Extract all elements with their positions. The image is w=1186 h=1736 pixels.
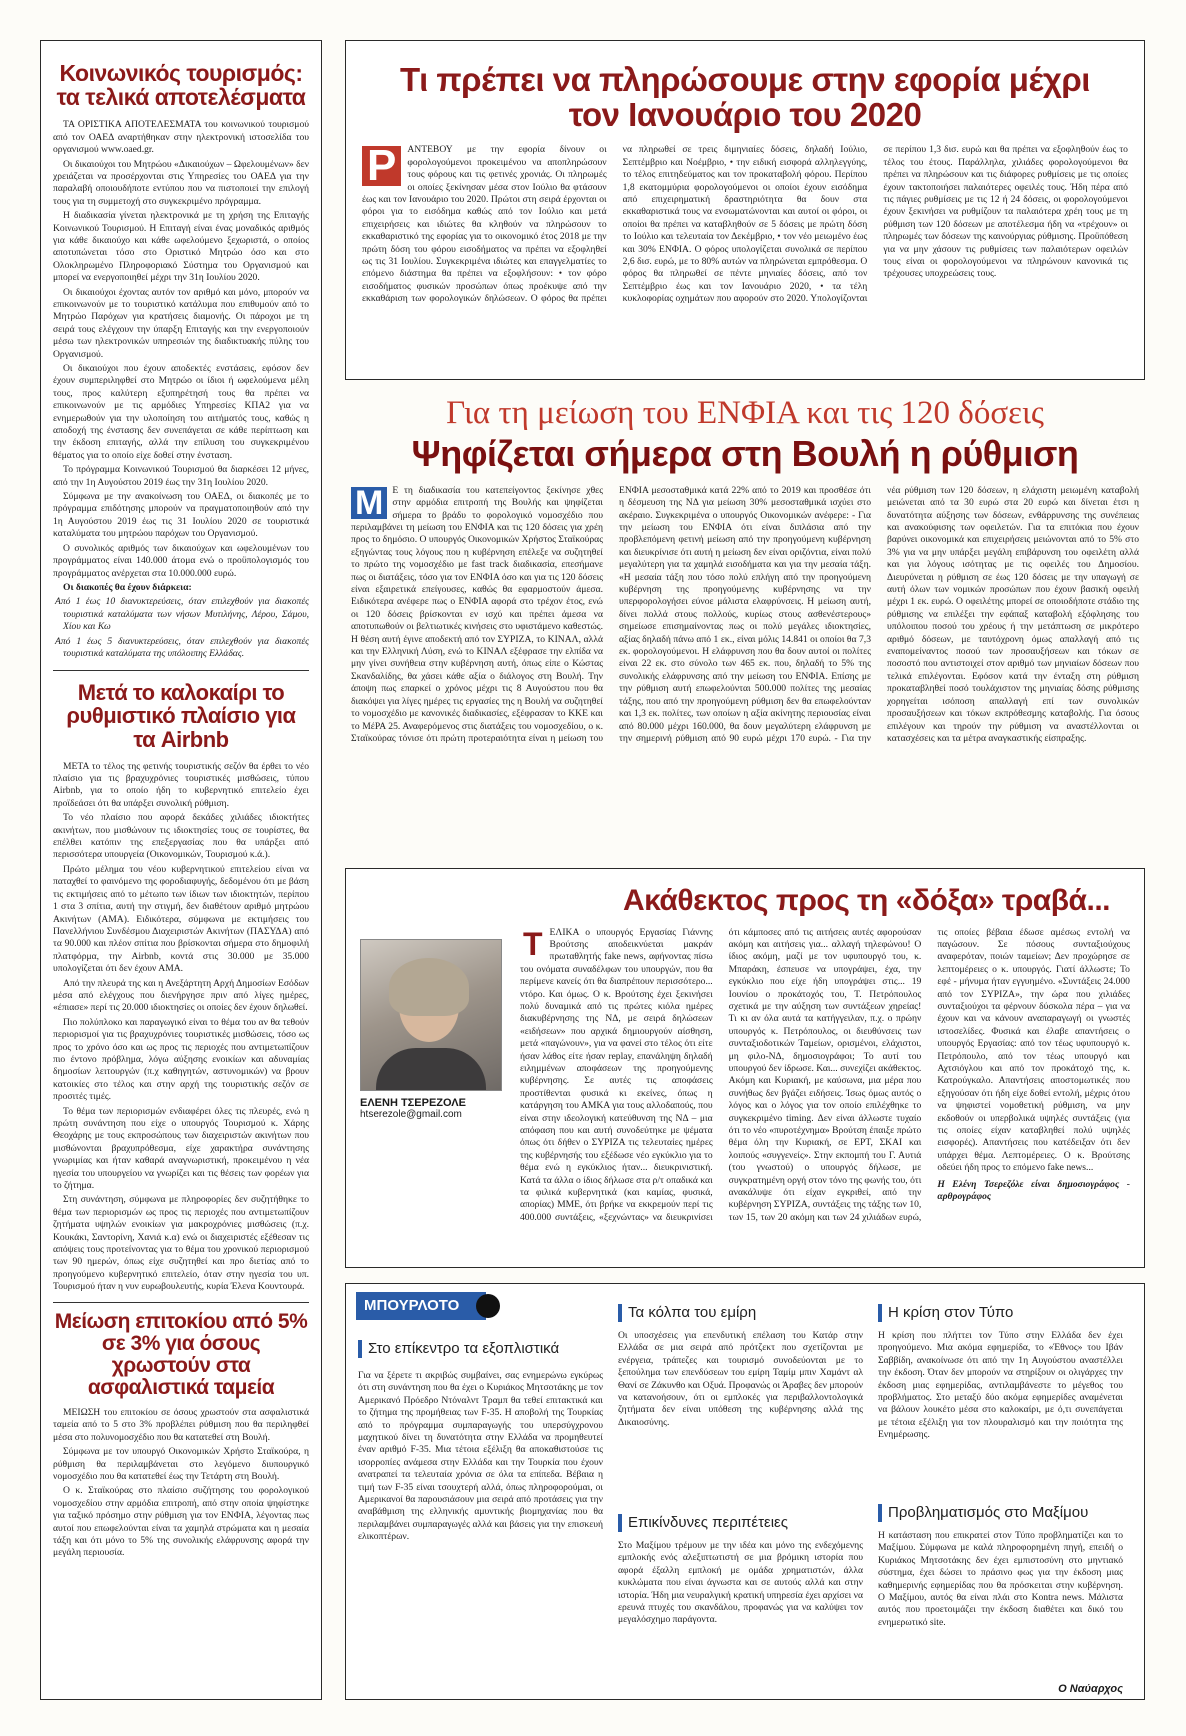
paragraph: Σύμφωνα με την ανακοίνωση του ΟΑΕΔ, οι διακοπές με το πρόγραμμα επιδότησης μπορούν να πραγματοποιηθούν από την 1η Αυγούστου 2019 έως τις 31 Ιουλίου 2020 σε τουριστικά καταλύματα του μητρώου παρόχων του Οργανισμού.: [53, 491, 309, 540]
burloto-col-2: [618, 1304, 863, 1689]
paragraph: Πρώτο μέλημα του νέου κυβερνητικού επιτελείου είναι να παταχθεί το φαινόμενο της φοροδιαφυγής, δεδομένου ότι με βάση τις εκτιμήσεις από το μέτωπο των ίδιων των ιδιοκτητών, περίπου 1 στα 3 σπίτια, αυτή την στιγμή, δεν διαθέτουν αριθμό μητρώου Ακινήτων (ΑΜΑ). Ειδικότερα, σύμφωνα με εκτιμήσεις του Πανελλήνιου Συνδέσμου Διαχειριστών Ακινήτων (ΠΑΣΥΔΑ) από τα 90.000 και πλέον σπίτια που βρίσκονται σήμερα στο δημοφιλή πλατφόρμα, την Airbnb, κοντά στις 30.000 με 35.000 υπολογίζεται ότι δεν έχουν ΑΜΑ.: [53, 863, 309, 975]
burloto-story-text: Για να ξέρετε τι ακριβώς συμβαίνει, σας ενημερώνω εγκύρως ότι στη συνάντηση που θα έχει ο Κυριάκος Μητσοτάκης με τον Αμερικανό Πρόεδρο Ντόναλντ Τραμπ θα τεθεί επιτακτικά και το ζήτημα της προμήθειας των F-35. Η αποβολή της Τουρκίας από το πρόγραμμα συμπαραγωγής του υπερσύγχρονου μαχητικού δίνει τη δυνατότητα στην Ελλάδα να προμηθευτεί έναν αριθμό F-35. Μια τέτοια εξέλιξη θα αποκαθιστούσε τις ισορροπίες ανάμεσα στην Ελλάδα και την Τουρκία που έχουν ανατραπεί τα τελευταία χρόνια σε όλα τα επίπεδα. Βέβαια η τιμή των F-35 είναι τσουχτερή αλλά, όπως πληροφορούμαι, οι Αμερικανοί θα παρουσιάσουν μια σειρά από προτάσεις για την αναβάθμιση της ελληνικής αμυντικής βιομηχανίας που θα περιλαμβάνει συμπαραγωγές αλλά και βάσεις για την επισκευή ελικοπτέρων.: [358, 1370, 603, 1543]
article-title-airbnb: Μετά το καλοκαίρι το ρυθμιστικό πλαίσιο για τα Airbnb: [66, 680, 296, 752]
drop-cap: Ρ: [362, 146, 401, 186]
enfia-body: [345, 485, 1145, 835]
burloto-label: [356, 1292, 486, 1320]
tax-payments-body: [362, 144, 1128, 334]
author-photo: [360, 939, 502, 1091]
paragraph: Ο συνολικός αριθμός των δικαιούχων και ωφελουμένων του προγράμματος είναι 140.000 άτομα ενώ ο προϋπολογισμός του προγράμματος ανέρχεται στα 10.000.000 ευρώ.: [53, 542, 309, 579]
bullet-item: Από 1 έως 10 διανυκτερεύσεις, όταν επιλεχθούν για διακοπές τουριστικά καταλύματα των νήσων Μυτιλήνης, Λέρου, Σάμου, Χίου και Κω: [55, 596, 309, 633]
paragraph: ΤΑ ΟΡΙΣΤΙΚΑ ΑΠΟΤΕΛΕΣΜΑΤΑ του κοινωνικού τουρισμού από τον ΟΑΕΔ αναρτήθηκαν στην ηλεκτρονική ιστοσελίδα του οργανισμού www.oaed.gr.: [53, 119, 309, 156]
paragraph: ΜΕΤΑ το τέλος της φετινής τουριστικής σεζόν θα έρθει το νέο πλαίσιο για τις βραχυχρόνιες τουριστικές μισθώσεις, τύπου Airbnb, για το οποίο ήδη το κυβερνητικό επιτελείο έχει προϊδεάσει ότι θα υπάρξει συνολική ρύθμιση.: [53, 760, 309, 809]
burloto-story-title: Στο επίκεντρο τα εξοπλιστικά: [358, 1340, 603, 1358]
paragraph: Πιο πολύπλοκο και παραγωγικό είναι το θέμα του αν θα τεθούν περιορισμοί για τις βραχυχρόνιες τουριστικές μισθώσεις, τόσο ως προς το χρόνο όσο και ως προς τις περιοχές που αντιμετωπίζουν πιο έντονο πρόβλημα, λόγω αύξησης ενοικίων και αδυναμίας δημοσίων λειτουργών (π.χ καθηγητών, αστυνομικών) να βρουν κατοικίες στο τέλος και στην αρχή της τουριστικής σεζόν σε προσιτές τιμές.: [53, 1016, 309, 1103]
opinion-text: ΕΛΙΚΑ ο υπουργός Εργασίας Γιάννης Βρούτσης αποδεικνύεται μακράν πρωταθλητής fake news, αφήνοντας πίσω του ονόματα συναδέλφων του υπουργών, που θα περίμενε κανείς ότι θα διαπρέπουν περισσότερο... ντόρο. Και όμως. Ο κ. Βρούτσης έχει ξεκινήσει πολύ δυναμικά από τις πρώτες κιόλα ημέρες διακυβέρνησης της ΝΔ, με σειρά δηλώσεων «ειδήσεων» που αρχικά δημιουργούν αίσθηση, μετά «παγώνουν», για να φανεί στο τέλος ότι είτε ήσαν λάθος είτε ήσαν replay, επανάληψη δηλαδή ειλημμένων αποφάσεων της προηγούμενης κυβέρνησης. Σε αυτές τις αποφάσεις προστίθενται φυσικά κι εκείνες, όπως η κατάργηση του ΑΜΚΑ για τους αλλοδαπούς, που είναι στην ιδεολογική κατεύθυνση της ΝΔ – μια απόφαση που και αυτή συνοδεύτηκε με ψέματα όπως ότι δήθεν ο ΣΥΡΙΖΑ τις τελευταίες ημέρες της κυβέρνησής του εξέδωσε νέο εγκύκλιο για το θέμα ενώ η εγκύκλιος ήταν... διευκρινιστική. Κατά τα άλλα ο ίδιος δήλωσε στα ρ/τ οπαδικά και τα φιλικά κυβερνητικά (και καμίας, φυσικά, απορίας) ΜΜΕ, ότι βρήκε να εκκρεμούν περί τις 400.000 συντάξεις, «ξεχνώντας» να διευκρινίσει ότι κάμποσες από τις αιτήσεις αυτές αφορούσαν ακόμη και αιτήσεις για... αλλαγή τηλεφώνου! Ο ίδιος ακόμη, μαζί με τον υφυπουργό του, κ. Μπαράκη, έσπευσε να υπογράψει, έχα, την εγκύκλιο που είχε ήδη υπογράψει στις... 19 Ιουνίου ο προκάτοχός του, Τ. Πετρόπουλος σχετικά με την αύξηση των συντάξεων χηρείας! Τι κι αν όλα αυτά τα κατήγγειλαν, π.χ. ο πρώην υπουργός κ. Πετρόπουλος, οι διευθύνσεις των συνταξιοδοτικών Ταμείων, ορισμένοι, ελάχιστοι, μη φιλο-ΝΔ, δημοσιογράφοι; Το αυτί του υπουργού δεν ίδρωσε. Και... συνεχίζει ακάθεκτος. Ακόμη και Κυριακή, με καύσωνα, μια μέρα που συνήθως δεν βγάζει ειδήσεις. Ίσως όμως αυτός ο λόγος και ο λόγος για τον οποίο επιλέχθηκε το συγκεκριμένο timing. Δεν είναι άλλωστε τυχαίο ότι το νέο «πυροτέχνημα» Βρούτση έπαιξε πρώτο θέμα όλη την Κυριακή, σε ΕΡΤ, ΣΚΑΙ και λοιπούς «συγγενείς». Στην εκπομπή του Γ. Αυτιά (του γνωστού) ο υπουργός δήλωσε, με συγκρατημένη οργή στον τόνο της φωνής του, ότι ανακάλυψε ότι είχαν εγκριθεί, από την κυβέρνηση ΣΥΡΙΖΑ, συντάξεις της τάξης των 10, των 15, των 20 ακόμη και των 24 χιλιάδων ευρώ, τις οποίες βέβαια έδωσε αμέσως εντολή να παγώσουν. Σε πόσους συνταξιούχους αναφερόταν, ποιών ταμείων; Δεν προχώρησε σε λεπτομέρειες ο κ. υπουργός. Γιατί άλλωστε; Το εφέ - μήνυμα ήταν εγγυημένο. «Συντάξεις 24.000 από τον ΣΥΡΙΖΑ», την ώρα που χιλιάδες συνταξιούχοι τα φέρνουν δύσκολα πέρα – για να έχουν και να κάνουν αναπαραγωγή οι γνωστές ιστοσελίδες. Φυσικά και έλαβε απαντήσεις ο υπουργός Εργασίας: από τον τέως υφυπουργό κ. Πετρόπουλο, από τον τέως υπουργό και Αχτσιόγλου και από τον προκάτοχό της, κ. Κατρούγκαλο. Απαντήσεις αποστομωτικές που εξηγούσαν ότι ήδη είχε δοθεί εντολή, μέχρις ότου να ψηφιστεί νομοθετική ρύθμιση, να μην εκδοθούν οι υπερβολικά υψηλές συντάξεις (για τις οποίες είχαν καταβληθεί πολύ υψηλές εισφορές). Απαντήσεις που κατέδειξαν ότι δεν υπάρχει θέμα. Λεπτομέρειες. Ο κ. Βρούτσης οδεύει ήδη προς το επόμενο fake news...: [520, 926, 1130, 1223]
enfia-article: [345, 393, 1145, 853]
paragraph: Η διαδικασία γίνεται ηλεκτρονικά με τη χρήση της Επιταγής Κοινωνικού Τουρισμού. Η Επιταγή είναι ένας μοναδικός αριθμός για κάθε δικαιούχο και κάθε ωφελούμενο ξεχωριστά, ο οποίος αποτυπώνεται τόσο στο Οριστικό Μητρώο όσο και στο Ολοκληρωμένο Πληροφοριακό Σύστημα του Οργανισμού και μπορεί να ενεργοποιηθεί μέχρι την 31η Ιουλίου 2020.: [53, 210, 309, 284]
burloto-box: [345, 1283, 1145, 1700]
paragraph: Το θέμα των περιορισμών ενδιαφέρει όλες τις πλευρές, ενώ η πρώτη συνάντηση που είχε ο υπουργός Τουρισμού κ. Χάρης Θεοχάρης με τους εκπροσώπους των διαχειριστών ακινήτων που μισθώνονται βραχυπρόθεσμα, είχε χαρακτήρα συνάντησης γνωριμίας και ήταν καθαρά αναγνωριστική, προκειμένου η νέα ηγεσία του υπουργείου να γνωρίζει και τις θέσεις των φορέων για το ζήτημα.: [53, 1105, 309, 1192]
drop-cap: Τ: [523, 926, 543, 962]
paragraph: Οι δικαιούχοι έχοντας αυτόν τον αριθμό και μόνο, μπορούν να επικοινωνούν με το τουριστικό κατάλυμα που επιθυμούν από το Μητρώο Παρόχων για κρατήσεις διαμονής. Οι πάροχοι με τη σειρά τους ελέγχουν την ύπαρξη Επιταγής και την ενεργοποιούν μέσω των ηλεκτρονικών υπηρεσιών της διαδικτυακής πύλης του Οργανισμού.: [53, 286, 309, 360]
article-title-interest-rate: Μείωση επιτοκίου από 5% σε 3% για όσους χρωστούν στα ασφαλιστικά ταμεία: [54, 1309, 308, 1399]
paragraph: Σύμφωνα με τον υπουργό Οικονομικών Χρήστο Σταϊκούρα, η ρύθμιση θα περιλαμβάνεται στο λεγόμενο διυπουργικό νομοσχέδιο που θα κατατεθεί έως την Τετάρτη στη Βουλή.: [53, 1446, 309, 1482]
bomb-icon: [476, 1294, 500, 1318]
opinion-signoff: Η Ελένη Τσερεζόλε είναι δημοσιογράφος - αρθρογράφος: [937, 1178, 1130, 1203]
burloto-col-3: [878, 1304, 1123, 1695]
article-body-interest-rate: [53, 1407, 309, 1560]
burloto-story-title: Η κρίση στον Τύπο: [878, 1304, 1123, 1322]
paragraph: ΜΕΙΩΣΗ του επιτοκίου σε όσους χρωστούν στα ασφαλιστικά ταμεία από το 5 στο 3% προβλέπει ρύθμιση που θα περιληφθεί μέσα στο πολυνομοσχέδιο που θα κατατεθεί στη Βουλή.: [53, 1406, 309, 1443]
burloto-col-1: [358, 1334, 603, 1689]
article-body-airbnb: [53, 761, 309, 1294]
section-divider: [53, 670, 309, 671]
burloto-byline: Ο Ναύαρχος: [1058, 1683, 1123, 1695]
enfia-title: Ψηφίζεται σήμερα στη Βουλή η ρύθμιση: [411, 433, 1079, 474]
author-photo-body: [376, 1048, 486, 1091]
tax-payments-article-box: [345, 40, 1145, 380]
paragraph: Οι δικαιούχοι που έχουν αποδεκτές ενστάσεις, εφόσον δεν έχουν συμπεριληφθεί στο Μητρώο οι ίδιοι ή ωφελούμενα μέλη τους, προς καλύτερη εξυπηρέτησή τους θα πρέπει να επικοινωνούν με τις αρμόδιες Υπηρεσίες ΚΠΑ2 για να ενημερωθούν για την υλοποίηση του αιτήματός τους, καθώς η αποδοχή της ένστασης δεν συνεπάγεται σε κάθε περίπτωση και την έκδοση επιταγής, αλλά την επίλυση του συγκεκριμένου θέματος για το οποίο είχε δοθεί στην ένσταση.: [53, 363, 309, 461]
paragraph: Στη συνάντηση, σύμφωνα με πληροφορίες δεν συζητήθηκε το θέμα των περιορισμών ως προς τις περιοχές που αντιμετωπίζουν ζητήματα υψηλών ενοικίων για μακροχρόνιες μισθώσεις (π.χ. Κουκάκι, Σαντορίνη, Χανιά κ.α) ενώ οι διαχειριστές εξέθεσαν τις απόψεις τους προτείνοντας για το θέμα του χρονικού περιορισμού των 90 ημερών, όπως είχε συζητηθεί και προ διετίας από το προηγούμενο κυβερνητικό επιτελείο, όταν στην ηγεσία του υπ. Τουρισμού ήταν η νυν ευρωβουλευτής, κυρία Έλενα Κουντουρά.: [53, 1194, 309, 1293]
tax-payments-text: ΑΝΤΕΒΟΥ με την εφορία δίνουν οι φορολογούμενοι προκειμένου να αποπληρώσουν τους φόρους και τις φετινές χρονιάς. Οι πληρωμές οι οποίες ξεκίνησαν μέσα στον Ιούλιο θα φτάσουν έως και τον Ιανουάριο του 2020. Πρώτοι στη σειρά έρχονται οι φόροι για το εισόδημα καθώς από τον Ιούλιο και μετά επιχειρήσεις και ιδιώτες θα κληθούν να πληρώσουν το εκκαθαριστικό της εφορίας για το οικονομικό έτος 2018 με την πρώτη δόση του φόρου εισοδήματος να πρέπει να εξοφληθεί ως τις 31 Ιουλίου. Συγκεκριμένα ιδιώτες και επαγγελματίες το επόμενο διάστημα θα πρέπει να εξοφλήσουν: • τον φόρο εισοδήματος φυσικών προσώπων όπως προέκυψε από την εκκαθάριση των φορολογικών δηλώσεων. Ο φόρος θα πρέπει να πληρωθεί σε τρεις διμηνιαίες δόσεις, δηλαδή Ιούλιο, Σεπτέμβριο και Νοέμβριο, • την ειδική εισφορά αλληλεγγύης, το τέλος επιτηδεύματος και τον προκαταβολή φόρου. Περίπου 1,8 εκατομμύρια φορολογούμενοι οι οποίοι έχουν εισόδημα από επιχειρηματική δραστηριότητα θα δουν στα εκκαθαριστικά τους να ενσωματώνονται και αυτοί οι φόροι, οι οποίοι θα πρέπει να καταβληθούν σε 5 δόσεις με πρώτη δόση το Ιούλιο και τελευταία τον Δεκέμβριο, • τον νέο μειωμένο έως και 30% ΕΝΦΙΑ. Ο φόρος υπολογίζεται συνολικά σε περίπου 2,6 δισ. ευρώ, με το 80% αυτών να πληρώνεται εμπρόθεσμα. Ο φόρος θα πληρωθεί σε πέντε μηνιαίες δόσεις, από τον Σεπτέμβριο έως και τον Ιανουάριο 2020, • τα τέλη κυκλοφορίας οχημάτων που αφορούν στο 2020. Υπολογίζονται σε περίπου 1,3 δισ. ευρώ και θα πρέπει να εξοφληθούν έως το τέλος του έτους. Παράλληλα, χιλιάδες φορολογούμενοι θα πρέπει να πληρώσουν και τις διάφορες ρυθμίσεις με τις οποίες έχουν τακτοποιήσει παλαιότερες οφειλές τους. Ήδη πέρα από τις πάγιες ρυθμίσεις με τις 12 ή 24 δόσεις, οι φορολογούμενοι έχουν ξεκινήσει να ρυθμίζουν τα παλαιότερα χρέη τους με τη ρύθμιση των 120 δόσεων με αποτέλεσμα ήδη να «τρέχουν» οι πληρωμές των δόσεων της καινούργιας ρύθμισης. Προϋπόθεση για να μην χάσουν τις ρυθμίσεις των παλαιότερων οφειλών τους είναι οι φορολογούμενοι να πληρώνουν κανονικά τις τρέχουσες υποχρεώσεις τους.: [362, 144, 1128, 305]
burloto-story-text: Η κατάσταση που επικρατεί στον Τύπο προβληματίζει και το Μαξίμου. Σύμφωνα με καλά πληροφορημένη πηγή, επειδή ο Κυριάκος Μητσοτάκης δεν έχει εμπιστοσύνη στο μηντιακό σύστημα, έχει δώσει το πράσινο φως για την έκδοση μιας καθημερινής εφημερίδας που θα πρόσκειται στην κυβέρνηση. Ο Μαξίμου, αυτός θα είναι πλάι στο Kontra news. Μάλιστα αυτός που προετοιμάζει την έκδοση διαθέτει και δικό του ενημερωτικό site.: [878, 1530, 1123, 1628]
tax-payments-title: Τι πρέπει να πληρώσουμε στην εφορία μέχρι τον Ιανουάριο του 2020: [400, 61, 1090, 133]
burloto-story-text: Η κρίση που πλήττει τον Τύπο στην Ελλάδα δεν έχει προηγούμενο. Μια ακόμα εφημερίδα, το «Έθνος» του Ιβάν Σαββίδη, ανακοίνωσε ότι από την 1η Αυγούστου αναστέλλει την έκδοση. Όταν δεν μπορούν να στηρίξουν οι ολιγάρχες την έκδοση μιας εφημερίδας, αντιλαμβάνεστε το μέγεθος του προβλήματος. Στο μεταξύ δύο ακόμα εφημερίδες αναμένεται να βάλουν λουκέτο μέσα στο καλοκαίρι, με ό,τι συνεπάγεται με τέτοια εξέλιξη για τον πλουραλισμό και την ποιότητα της Ενημέρωσης.: [878, 1330, 1123, 1441]
section-divider: [53, 1302, 309, 1303]
paragraph: Οι διακοπές θα έχουν διάρκεια:: [63, 581, 192, 593]
opinion-article-box: [345, 868, 1145, 1268]
paragraph: Το πρόγραμμα Κοινωνικού Τουρισμού θα διαρκέσει 12 μήνες, από την 1η Αυγούστου 2019 έως την 31η Ιουλίου 2020.: [53, 464, 309, 488]
enfia-kicker: Για τη μείωση του ΕΝΦΙΑ και τις 120 δόσεις: [446, 395, 1044, 431]
left-column-box: [40, 40, 322, 1700]
author-photo-hair: [389, 958, 469, 1016]
burloto-story-text: Στο Μαξίμου τρέμουν με την ιδέα και μόνο της ενδεχόμενης εμπλοκής ενός αλεξιπτωτιστή σε μια βρόμικη ιστορία που αφορά έξαλλη εμπλοκή με ομάδα χρηματιστών, άλλα κυκλώματα που είναι άγνωστα και σε αυτούς αλλά και στην ιστορία. Ήδη μια νευραλγική κρατική υπηρεσία έχει αρχίσει να ερευνά πτυχές του σκανδάλου, προφανώς για να καλύψει τον μεγαλόσχημο παράγοντα.: [618, 1540, 863, 1626]
article-title-social-tourism: Κοινωνικός τουρισμός: τα τελικά αποτελέσματα: [56, 60, 306, 111]
paragraph: Ο κ. Σταϊκούρας στο πλαίσιο συζήτησης του φορολογικού νομοσχεδίου στην αρμόδια επιτροπή, από στην οποία ψηφίστηκε για ταξικό πρόσημο στην ρύθμιση για τον ΕΝΦΙΑ, λέγοντας πως αυτοί που επωφελούνται είναι τα χαμηλά στρώματα και η μεσαία τάξη και ότι μόνο το 5% της συνολικής ελάφρυνσης αφορά την μεγάλη περιουσία.: [53, 1485, 309, 1559]
burloto-story-title: Τα κόλπα του εμίρη: [618, 1304, 863, 1322]
burloto-label-text: ΜΠΟΥΡΛΟΤΟ: [364, 1297, 460, 1314]
burloto-story-text: Οι υποσχέσεις για επενδυτική επέλαση του Κατάρ στην Ελλάδα σε μια σειρά από πρότζεκτ που σχετίζονται με ενέργεια, τράπεζες και τουρισμό συνοδεύονται με το ξεπούλημα των επενδύσεων του εμίρη Ταμίμ μπιν Χαμάντ αλ Θανί σε Ζάκυνθο και Οξυά. Προφανώς οι Άραβες δεν μπορούν να κατανοήσουν, ότι οι εμπλοκές για περιβαλλοντολογικά ζητήματα δεν είναι υπόθεση της κυβέρνησης αλλά της Δικαιοσύνης.: [618, 1330, 863, 1428]
burloto-story-title: Επικίνδυνες περιπέτειες: [618, 1514, 863, 1532]
bullet-item: Από 1 έως 5 διανυκτερεύσεις, όταν επιλεχθούν για διακοπές τουριστικά καταλύματα της υπόλοιπης Ελλάδας.: [55, 635, 309, 659]
article-body-social-tourism: [53, 119, 309, 660]
author-name: ΕΛΕΝΗ ΤΣΕΡΕΖΟΛΕ: [360, 1097, 466, 1109]
author-email[interactable]: htserezole@gmail.com: [360, 1109, 462, 1120]
paragraph: Οι δικαιούχοι του Μητρώου «Δικαιούχων – Ωφελουμένων» δεν χρειάζεται να προσέρχονται στις Υπηρεσίες του ΟΑΕΔ για την παραλαβή οποιουδήποτε εντύπου που να πιστοποιεί την επιλογή τους για τη συμμετοχή στο συγκεκριμένο πρόγραμμα.: [53, 158, 309, 207]
paragraph: Από την πλευρά της και η Ανεξάρτητη Αρχή Δημοσίων Εσόδων μέσα από ελέγχους που διενήργησε πριν από λίγες ημέρες, «έπιασε» περί τις 20.000 ιδιοκτησίες οι οποίες δεν έχουν δηλωθεί.: [53, 977, 309, 1014]
opinion-body: [520, 927, 1130, 1237]
paragraph: Το νέο πλαίσιο που αφορά δεκάδες χιλιάδες ιδιοκτήτες ακινήτων, που μισθώνουν τις ιδιοκτησίες τους σε τουρίστες, θα επέλθει κατόπιν της επεξεργασίας που θα υπάρξει από περισσότερα υπουργεία (Οικονομικών, Τουρισμού κ.ά.).: [53, 812, 309, 861]
opinion-title: Ακάθεκτος προς τη «δόξα» τραβά...: [623, 884, 1110, 917]
burloto-story-title: Προβληματισμός στο Μαξίμου: [878, 1504, 1123, 1522]
enfia-text: Ε τη διαδικασία του κατεπείγοντος ξεκίνησε χθες στην αρμόδια επιτροπή της Βουλής και ψηφίζεται σήμερα το βράδυ το φορολογικό νομοσχέδιο που περιλαμβάνει τη μείωση του ΕΝΦΙΑ και τις 120 δόσεις για χρέη προς το δημόσιο. Ο υπουργός Οικονομικών Χρήστος Σταϊκούρας εξηγώντας τους λόγους που η κυβέρνηση επέλεξε να συζητηθεί το πρώτο της νομοσχέδιο με fast track διαδικασία, επεσήμανε πως οι διατάξεις, τόσο για τον ΕΝΦΙΑ όσο και για τις 120 δόσεις είναι εξαιρετικά επείγουσες, καθώς θα εφαρμοστούν άμεσα. Ειδικότερα ανέφερε πως ο ΕΝΦΙΑ αφορά στο τρέχον έτος, ενώ οι 120 δόσεις βρίσκονται εν ισχύ και πρέπει άμεσα να αποτυπωθούν οι βελτιωτικές κινήσεις στο υφιστάμενο καθεστώς. Η θέση αυτή έγινε αποδεκτή από τον ΣΥΡΙΖΑ, το ΚΙΝΑΛ, αλλά και την Ελληνική Λύση, ενώ το ΚΙΝΑΛ εξέφρασε την ελπίδα να μην γίνει συνήθεια στην κυβέρνηση αυτή, όπως είπε ο Κώστας Σκανδαλίδης, θα χάσει κάθε αξία ο διάλογος στη Βουλή. Την άποψη πως επαρκεί ο χρόνος μέχρι τις 8 Αυγούστου που θα διακόψει για λίγες ημέρες τις εργασίες της η Βουλή να συζητηθεί το νομοσχέδιο με κανονικές διαδικασίες, εξέφρασαν το ΚΚΕ και το ΜέΡΑ 25. Αναφερόμενος στις διατάξεις του νομοσχεδίου, ο κ. Σταϊκούρας τόνισε ότι πρώτη προτεραιότητα είναι η μείωση του ΕΝΦΙΑ μεσοσταθμικά κατά 22% από το 2019 και προσθέσε ότι η δέσμευση της ΝΔ για μείωση 30% μεσοσταθμικά ισχύει στο ακέραιο. Συγκεκριμένα ο υπουργός Οικονομικών ανέφερε: - Για την μείωση του ΕΝΦΙΑ ότι είναι διπλάσια από την προβλεπόμενη φετινή μείωση από την προηγούμενη κυβέρνηση και διευκρίνισε ότι αυτή η μείωση δεν είναι οριζόντια, είναι πολύ μεγαλύτερη για τα χαμηλά εισοδήματα και για την μεσαία τάξη. «Η μεσαία τάξη που τόσο πολύ επλήγη από την προηγούμενη κυβέρνηση της προηγούμενης κυβέρνησης να την υπερφορολογήσει εύνοε μάλιστα ελαφρύνσεις. Η μείωση αυτή, δίνει πολλά στους πολλούς, κυρίως στους ασθενέστερους» σημείωσε επισημαίνοντας πως οι πολύ μεγάλες ιδιοκτησίες, αξίας δηλαδή πάνω από 1 εκ., είναι μόλις 14.841 οι οποίοι θα 7,3 εκ. φορολογούμενοι. Η ελάφρυνση που θα δουν αυτοί οι πολίτες είναι 22 εκ. στο σύνολο των 465 εκ. που, δηλαδή το 5% της συνολικής ελάφρυνσης από την μείωση του ΕΝΦΙΑ. Επίσης με την ρύθμιση αυτή επωφελούνται 500.000 πολίτες της μεσαίας τάξης, που από την προηγούμενη ρύθμιση δεν θα επωφελούνταν και 1,3 εκ. πολίτες, των οποίων η αξία ακίνητης περιουσίας είναι από 80.000 μέχρι 160.000, θα δουν μεγαλύτερη ελάφρυνση με την σημερινή ρύθμιση από 90 ευρώ μέχρι 170 ευρώ. - Για την νέα ρύθμιση των 120 δόσεων, η ελάχιστη μειωμένη καταβολή μειώνεται από τα 30 ευρώ στα 20 ευρώ και δίνεται έτσι η δυνατότητα αύξησης των δόσεων, ενθάρρυνσης της συνέπειας και ανακούφισης των οφειλετών. Για τα επιτόκια που έχουν βαρύνει οικονομικά και επιχειρήσεις μειώνονται από το 5% στο 3% για να μην υπάρξει μεγάλη επιβάρυνση του οφειλέτη αλλά και για λόγους ισότητας με τις οφειλές του Δημοσίου. Διευρύνεται η ρύθμιση σε έως 120 δόσεις με την υπαγωγή σε αυτή όλων των νομικών προσώπων που έχουν βασική οφειλή μέχρι 1 εκ. ευρώ. Ο οφειλέτης μπορεί σε οποιοδήποτε στάδιο της ρύθμισης να επιλέξει την εφάπαξ καταβολή εξόφλησης του υπόλοιπου ποσού του χρέους ή την μετάπτωση σε μικρότερο αριθμό δόσεων, με ταυτόχρονη όμως απαλλαγή από τις εναπομείναντος ποσού των προσαυξήσεων και τόκων σε ποσοστό που αντιστοιχεί στον αριθμό των μηνιαίων δόσεων που τελικά επιλέγονται. Εφόσον κατά την ένταξη στη ρύθμιση προκαταβληθεί ποσό τουλάχιστον της μηνιαίας δόσης ρύθμισης χορηγείται ισόποση απαλλαγή επί των συνολικών προσαυξήσεων και τόκων εκπρόθεσμης καταβολής. Για όσους επιλέγουν και τηρούν την ρύθμιση να αναστέλλονται οι κατασχέσεις και τα μέτρα αναγκαστικής είσπραξης.: [351, 484, 1139, 744]
drop-cap: Μ: [351, 487, 387, 519]
author-block: [360, 939, 510, 1120]
